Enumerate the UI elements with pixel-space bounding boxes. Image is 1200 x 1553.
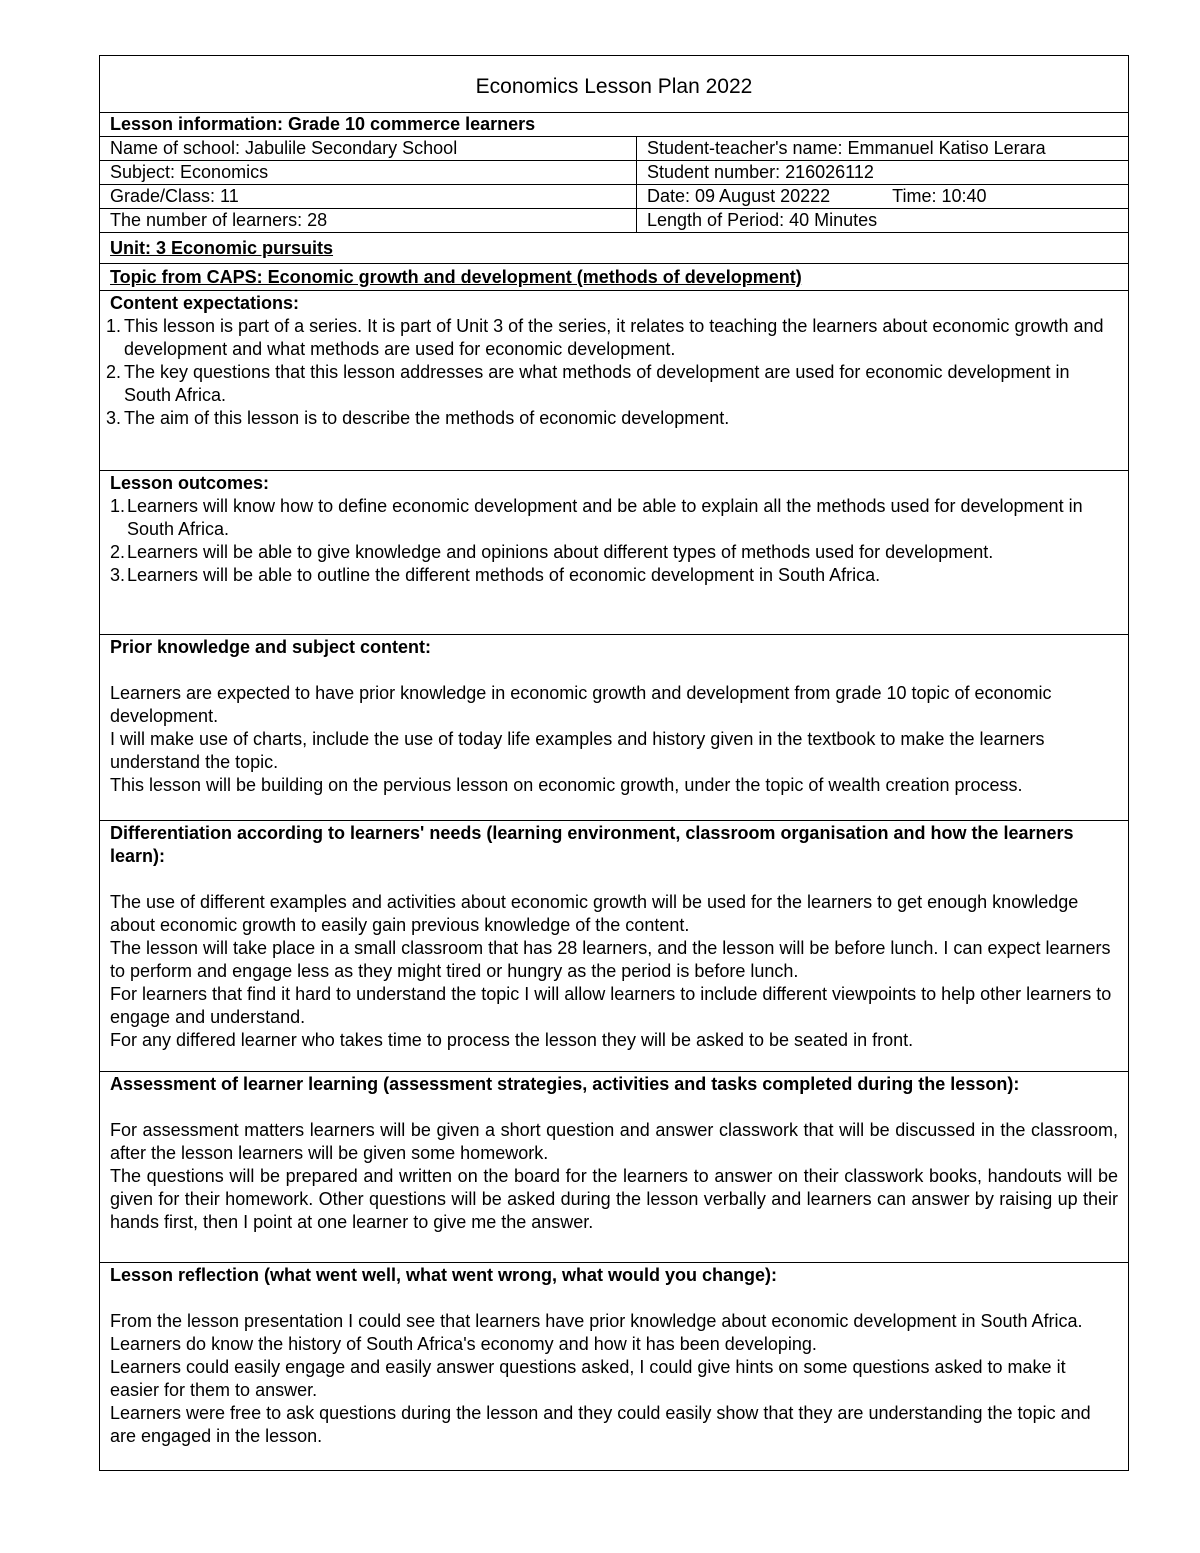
- title-cell: [100, 56, 1129, 113]
- paragraph: Learners were free to ask questions during the lesson and they could easily show that they are understanding the topic and are engaged in the lesson.: [110, 1403, 1091, 1446]
- content-expectations-heading: Content expectations:: [110, 293, 300, 313]
- list-item: 1. Learners will know how to define economic development and be able to explain all the methods used for development in South Africa.: [110, 496, 1083, 539]
- reflection-text: [110, 1310, 1118, 1448]
- period-length: Length of Period: 40 Minutes: [637, 209, 1129, 233]
- teacher-name: Student-teacher's name: Emmanuel Katiso Lerara: [637, 137, 1129, 161]
- lesson-date: Date: 09 August 20222: [647, 186, 831, 206]
- list-item: 2. Learners will be able to give knowledge and opinions about different types of methods used for development.: [110, 542, 994, 562]
- topic-cell: [100, 264, 1129, 291]
- lesson-plan-document: [99, 55, 1128, 1471]
- subject: Subject: Economics: [100, 161, 637, 185]
- paragraph: For assessment matters learners will be given a short question and answer classwork that will be discussed in the classroom, after the lesson learners will be given some homework.: [110, 1120, 1119, 1163]
- number-of-learners: The number of learners: 28: [100, 209, 637, 233]
- page-title: Economics Lesson Plan 2022: [475, 74, 753, 98]
- paragraph: Learners are expected to have prior knowledge in economic growth and development from grade 10 topic of economic development.: [110, 683, 1052, 726]
- differentiation-heading: Differentiation according to learners' needs (learning environment, classroom organisation and how the learners learn):: [110, 823, 1074, 866]
- list-item: 1. This lesson is part of a series. It is part of Unit 3 of the series, it relates to teaching the learners about economic growth and development and what methods are used for economic development.: [106, 316, 1104, 359]
- lesson-plan-table: [99, 55, 1129, 1471]
- prior-knowledge-text: [110, 682, 1118, 797]
- lesson-time: Time: 10:40: [892, 186, 987, 206]
- reflection-section: [100, 1263, 1129, 1471]
- lesson-outcomes-list: [110, 495, 1118, 587]
- topic-heading: Topic from CAPS: Economic growth and development (methods of development): [110, 267, 802, 287]
- paragraph: This lesson will be building on the pervious lesson on economic growth, under the topic of wealth creation process.: [110, 775, 1023, 795]
- unit-heading: Unit: 3 Economic pursuits: [110, 238, 334, 258]
- lesson-outcomes-section: [100, 471, 1129, 635]
- lesson-info-heading: Lesson information: Grade 10 commerce learners: [100, 113, 1129, 137]
- differentiation-text: [110, 891, 1118, 1052]
- paragraph: For any differed learner who takes time to process the lesson they will be asked to be seated in front.: [110, 1030, 914, 1050]
- content-expectations-section: [100, 291, 1129, 471]
- list-item: 2. The key questions that this lesson addresses are what methods of development are used for economic development in South Africa.: [106, 362, 1070, 405]
- grade-class: Grade/Class: 11: [100, 185, 637, 209]
- differentiation-section: [100, 821, 1129, 1072]
- paragraph: The lesson will take place in a small classroom that has 28 learners, and the lesson will be before lunch. I can expect learners to perform and engage less as they might tired or hungry as the period is before lunch.: [110, 938, 1111, 981]
- list-item: 3. The aim of this lesson is to describe the methods of economic development.: [106, 408, 730, 428]
- paragraph: Learners could easily engage and easily answer questions asked, I could give hints on some questions asked to make it easier for them to answer.: [110, 1357, 1066, 1400]
- assessment-heading: Assessment of learner learning (assessment strategies, activities and tasks completed during the lesson):: [110, 1074, 1020, 1094]
- prior-knowledge-section: [100, 635, 1129, 821]
- school-name: Name of school: Jabulile Secondary School: [100, 137, 637, 161]
- list-item: 3. Learners will be able to outline the different methods of economic development in South Africa.: [110, 565, 881, 585]
- paragraph: From the lesson presentation I could see that learners have prior knowledge about economic development in South Africa. Learners do know the history of South Africa's economy and how it has been developing.: [110, 1311, 1083, 1354]
- assessment-text: [110, 1119, 1118, 1234]
- student-number: Student number: 216026112: [637, 161, 1129, 185]
- unit-cell: [100, 233, 1129, 264]
- paragraph: The questions will be prepared and written on the board for the learners to answer on their classwork books, handouts will be given for their homework. Other questions will be asked during the lesson verbally and learners can answer by raising up their hands first, then I point at one learner to give me the answer.: [110, 1166, 1119, 1232]
- paragraph: I will make use of charts, include the use of today life examples and history given in the textbook to make the learners understand the topic.: [110, 729, 1045, 772]
- date-time-cell: [637, 185, 1129, 209]
- content-expectations-list: [106, 315, 1118, 430]
- prior-knowledge-heading: Prior knowledge and subject content:: [110, 637, 432, 657]
- lesson-outcomes-heading: Lesson outcomes:: [110, 473, 270, 493]
- reflection-heading: Lesson reflection (what went well, what went wrong, what would you change):: [110, 1265, 778, 1285]
- paragraph: The use of different examples and activities about economic growth will be used for the learners to get enough knowledge about economic growth to easily gain previous knowledge of the content.: [110, 892, 1079, 935]
- assessment-section: [100, 1072, 1129, 1263]
- paragraph: For learners that find it hard to understand the topic I will allow learners to include different viewpoints to help other learners to engage and understand.: [110, 984, 1112, 1027]
